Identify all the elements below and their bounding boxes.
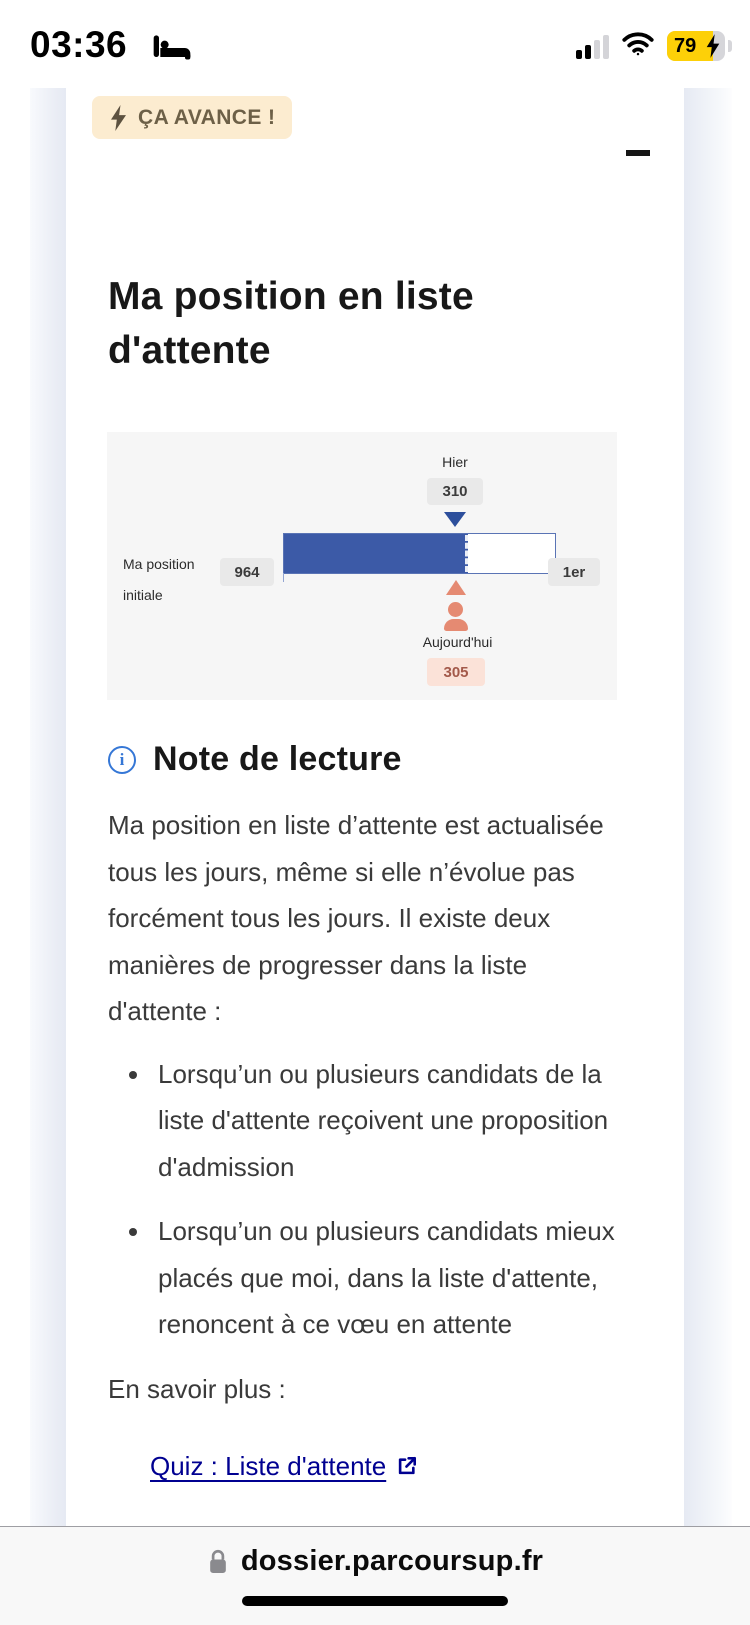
external-link-icon <box>396 1455 418 1477</box>
note-paragraph: Ma position en liste d’attente est actualisée tous les jours, même si elle n’évolue pas forcément tous les jours. Il existe deux manières de progresser dans la liste d'attente : <box>108 810 604 1026</box>
progress-bar-fill <box>284 534 468 573</box>
yesterday-value-chip: 310 <box>427 478 483 505</box>
battery-cap <box>728 40 732 52</box>
waitlist-quiz-link[interactable] <box>150 1451 418 1482</box>
browser-bottom-bar <box>0 1526 750 1625</box>
lightning-icon <box>109 105 128 131</box>
info-icon: i <box>108 746 136 774</box>
person-icon <box>444 602 468 630</box>
waitlist-chart <box>107 432 617 700</box>
address-bar[interactable] <box>207 1545 543 1578</box>
status-icons <box>576 30 732 61</box>
lock-icon <box>207 1548 229 1576</box>
initial-position-label-line2: initiale <box>123 587 163 603</box>
today-label: Aujourd'hui <box>422 634 493 650</box>
home-indicator[interactable] <box>242 1596 508 1606</box>
today-marker-icon <box>446 580 466 595</box>
page-edge-right <box>684 88 732 1526</box>
status-badge <box>92 96 292 139</box>
note-heading: Note de lecture <box>153 740 402 778</box>
status-bar <box>0 0 750 90</box>
today-value-chip: 305 <box>427 658 485 686</box>
more-info-label: En savoir plus : <box>108 1373 286 1404</box>
note-section <box>108 740 620 1482</box>
yesterday-label: Hier <box>442 454 468 470</box>
wifi-icon <box>621 30 655 61</box>
initial-value-chip: 964 <box>220 558 274 586</box>
battery-percent: 79 <box>674 34 697 57</box>
progress-bar <box>283 533 556 574</box>
charging-bolt-icon <box>706 34 720 58</box>
yesterday-marker-icon <box>444 512 466 527</box>
initial-position-label-line1: Ma position <box>123 556 195 572</box>
note-bullet-2: • Lorsqu’un ou plusieurs candidats mieux placés que moi, dans la liste d'attente, renoncent à ce vœu en attente <box>152 1208 620 1348</box>
status-badge-label: ÇA AVANCE ! <box>138 105 276 129</box>
note-bullet-1: • Lorsqu’un ou plusieurs candidats de la liste d'attente reçoivent une proposition d'admission <box>152 1051 620 1191</box>
page-edge-left <box>30 88 66 1526</box>
sleep-focus-icon <box>152 32 192 67</box>
cellular-signal-icon <box>576 33 609 59</box>
note-heading-row <box>108 740 620 779</box>
collapse-section-button[interactable] <box>626 150 650 156</box>
page-title: Ma position en liste d'attente <box>108 275 474 372</box>
clock: 03:36 <box>30 24 128 65</box>
note-bullet-list <box>108 1051 620 1348</box>
url-text: dossier.parcoursup.fr <box>240 1545 544 1577</box>
waitlist-quiz-link-label: Quiz : Liste d'attente <box>150 1450 387 1481</box>
battery-icon <box>667 31 725 61</box>
first-rank-chip: 1er <box>548 558 600 586</box>
